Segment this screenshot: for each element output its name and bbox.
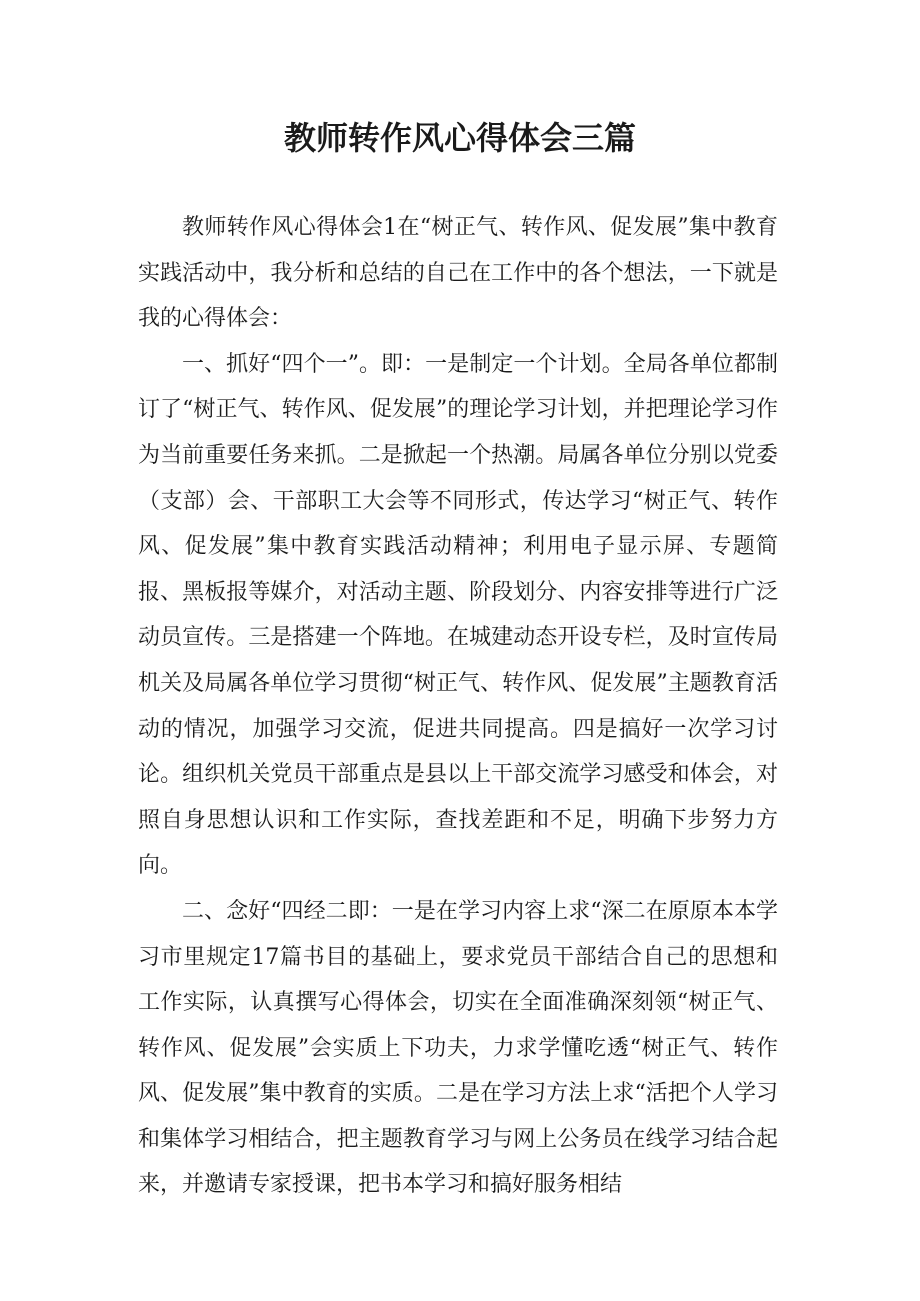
paragraph-section-two: 二、念好“四经二即：一是在学习内容上求“深二在原原本本学习市里规定17篇书目的基础上，要求党员干部结合自己的思想和工作实际，认真撰写心得体会，切实在全面准确深刻领“树正气、转作风、促发展”会实质上下功夫，力求学懂吃透“树正气、转作风、促发展”集中教育的实质。二是在学习方法上求“活把个人学习和集体学习相结合，把主题教育学习与网上公务员在线学习结合起来，并邀请专家授课，把书本学习和搞好服务相结 [138,898,778,1198]
paragraph-intro: 教师转作风心得体会1在“树正气、转作风、促发展”集中教育实践活动中，我分析和总结的自己在工作中的各个想法，一下就是我的心得体会： [138,215,778,332]
paragraph-section-one: 一、抓好“四个一”。即：一是制定一个计划。全局各单位都制订了“树正气、转作风、促发展”的理论学习计划，并把理论学习作为当前重要任务来抓。二是掀起一个热潮。局属各单位分别以党委（支部）会、干部职工大会等不同形式，传达学习“树正气、转作风、促发展”集中教育实践活动精神；利用电子显示屏、专题简报、黑板报等媒介，对活动主题、阶段划分、内容安排等进行广泛动员宣传。三是搭建一个阵地。在城建动态开设专栏，及时宣传局机关及局属各单位学习贯彻“树正气、转作风、促发展”主题教育活动的情况，加强学习交流，促进共同提高。四是搞好一次学习讨论。组织机关党员干部重点是县以上干部交流学习感受和体会，对照自身思想认识和工作实际，查找差距和不足，明确下步努力方向。 [138,351,778,879]
document-body [138,205,778,1208]
document-title: 教师转作风心得体会三篇 [283,119,636,157]
